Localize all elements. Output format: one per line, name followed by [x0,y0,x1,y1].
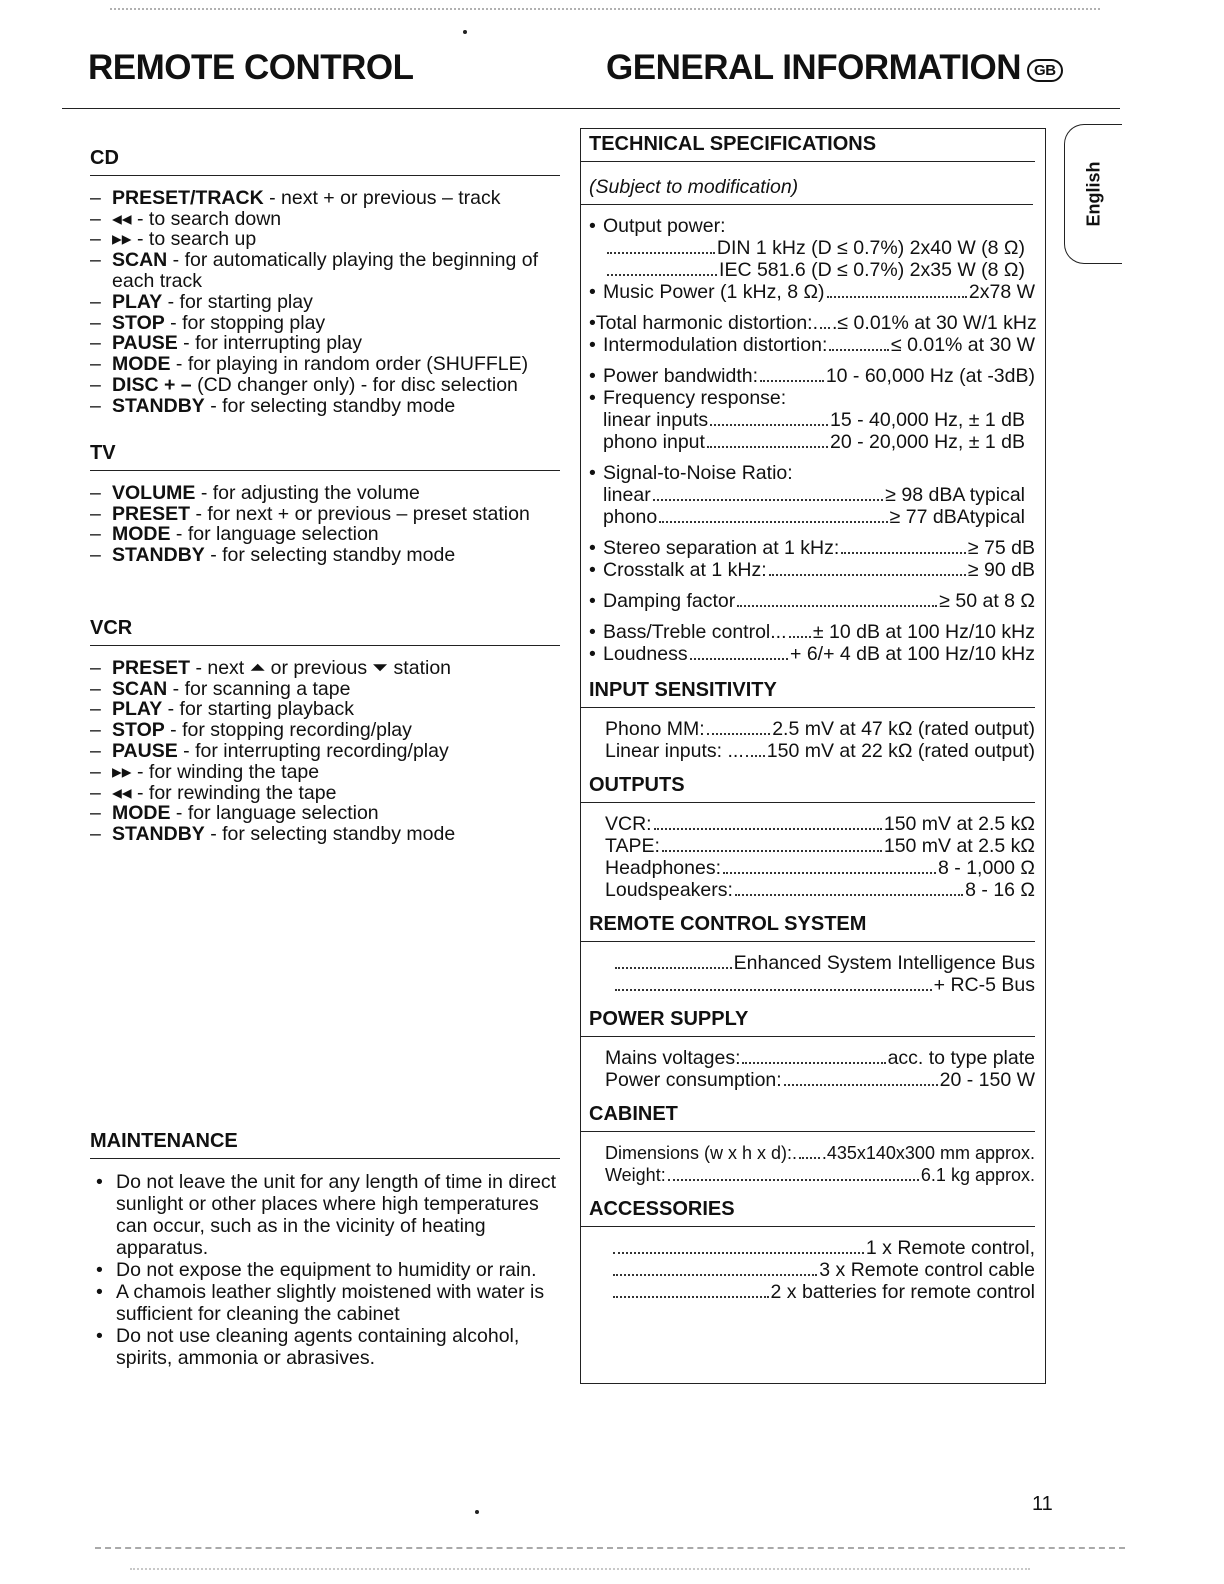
spec-item [581,312,1035,334]
spec-row [613,974,1035,996]
spec-item: • Frequency response: [589,387,787,409]
spec-row [605,259,1025,281]
spec-item [581,334,1035,356]
list-item [90,720,560,741]
spec-row [613,952,1035,974]
dot-leader [829,349,889,351]
control-key: DISC + – [112,373,192,396]
spec-value: .435x140x300 mm approx. [821,1143,1035,1163]
remote-system-rows [581,952,1045,996]
dash-marker: – [90,656,101,679]
dot-leader [659,521,887,523]
control-description: - next ⏶ or previous ⏷ station [190,656,452,679]
spec-row [603,431,1025,453]
spec-value: DIN 1 kHz (D ≤ 0.7%) 2x40 W (8 Ω) [716,237,1025,259]
dash-marker: – [90,760,101,783]
dash-marker: – [90,523,101,546]
control-key: PRESET [112,502,191,525]
maintenance-heading: MAINTENANCE [90,1130,560,1159]
vcr-heading: VCR [90,618,560,646]
spec-item [581,365,1035,387]
spec-label: Loudness [603,643,688,665]
vcr-section [90,618,560,845]
scan-speck [463,30,467,34]
list-item-text [112,396,560,417]
spec-value: 150 mV at 2.5 kΩ [883,813,1035,835]
spec-value: IEC 581.6 (D ≤ 0.7%) 2x35 W (8 Ω) [719,259,1025,281]
list-item-text [112,741,560,762]
control-description: - for language selection [170,802,379,825]
bottom-scan-artifacts [95,1547,1125,1557]
list-item [90,824,560,845]
list-item [90,188,560,209]
control-description: - for adjusting the volume [195,481,420,504]
spec-value: ± 10 dB at 100 Hz/10 kHz [812,621,1035,643]
dot-leader [615,989,932,991]
maintenance-text: A chamois leather slightly moistened with water is sufficient for cleaning the cabinet [116,1281,545,1325]
dash-marker: – [90,186,101,209]
spec-row [605,1069,1035,1091]
list-item [90,699,560,720]
maintenance-text: Do not leave the unit for any length of time in direct sunlight or other places where high temperatures can occur, such as in the vicinity of heating apparatus. [116,1171,557,1259]
accessories-rows [581,1237,1045,1303]
control-description: - for rewinding the tape [131,781,337,804]
spec-label: Headphones: [605,857,722,879]
spec-label: Crosstalk at 1 kHz: [603,559,767,581]
list-item [90,741,560,762]
specs-subtitle: (Subject to modification) [581,172,1033,205]
spec-item [581,621,1035,643]
dash-marker: – [90,228,101,251]
dot-leader [769,574,966,576]
list-item-text [112,333,560,354]
bullet-marker: • [589,537,596,559]
dash-marker: – [90,544,101,567]
list-item [90,292,560,313]
dot-leader [737,605,937,607]
spec-value: 6.1 kg approx. [920,1165,1035,1185]
dot-leader [707,446,828,448]
control-description: - for selecting standby mode [204,544,456,567]
list-item [90,679,560,700]
dot-leader [613,1274,817,1276]
bullet-marker: • [96,1281,103,1303]
spec-label: TAPE: [605,835,660,857]
dash-marker: – [90,373,101,396]
maintenance-item [90,1325,560,1369]
cabinet-rows [581,1142,1045,1186]
spec-value: 15 - 40,000 Hz, ± 1 dB [830,409,1025,431]
spec-item [581,281,1035,303]
power-supply-rows [581,1047,1045,1091]
spec-label: Linear inputs: ... [605,740,744,762]
spec-row [605,813,1035,835]
spec-value: + 6/+ 4 dB at 100 Hz/10 kHz [790,643,1035,665]
spec-row [603,484,1025,506]
control-description: - next + or previous – track [263,186,501,209]
dash-marker: – [90,739,101,762]
maintenance-item [90,1171,560,1259]
dot-leader [784,1084,938,1086]
power-supply-heading: POWER SUPPLY [581,1008,1035,1037]
remote-system-heading: REMOTE CONTROL SYSTEM [581,913,1035,942]
control-description: - for automatically playing the beginning of each track [112,249,538,292]
dot-leader [799,1157,820,1159]
spec-label: phono [603,506,658,528]
spec-label: Loudspeakers: [605,879,733,901]
list-item [90,483,560,504]
snr-rows [581,484,1035,528]
list-item [90,783,560,804]
spec-item [581,559,1035,581]
input-sensitivity-heading: INPUT SENSITIVITY [581,679,1035,708]
spec-label: linear inputs [603,409,709,431]
dot-leader [607,274,717,276]
bullet-marker: • [589,643,596,665]
list-item-text [112,313,560,334]
spec-value: 150 mV at 2.5 kΩ [883,835,1035,857]
spec-label: Phono MM: [605,718,705,740]
spec-label: Dimensions (w x h x d):. [605,1143,798,1163]
spec-row [611,1281,1035,1303]
frequency-rows [581,409,1035,453]
list-item-text [112,524,560,545]
list-item-text [112,658,560,679]
control-description: - for stopping play [164,311,326,334]
spec-row [605,740,1035,762]
spec-value: 2 x batteries for remote control [770,1281,1035,1303]
spec-label: Power consumption: [605,1069,782,1091]
control-description: - for winding the tape [131,760,320,783]
bullet-marker: • [96,1171,103,1193]
dash-marker: – [90,823,101,846]
spec-label: Weight: [605,1165,666,1185]
dot-leader [668,1179,919,1181]
control-description: - for scanning a tape [167,677,351,700]
control-description: - for starting play [162,290,313,313]
dot-leader [613,1296,769,1298]
list-item-text [112,504,560,525]
dash-marker: – [90,290,101,313]
spec-value: 150 mV at 22 kΩ (rated output) [766,740,1035,762]
spec-item [581,537,1035,559]
spec-value: 3 x Remote control cable [819,1259,1035,1281]
control-key: STANDBY [112,823,205,846]
control-key: ◂◂ [112,207,132,230]
control-key: MODE [112,802,171,825]
control-key: PLAY [112,290,163,313]
tv-section [90,443,560,566]
spec-value: 8 - 1,000 Ω [938,857,1035,879]
spec-value: .≤ 0.01% at 30 W/1 kHz [832,312,1037,334]
dot-leader [613,1252,864,1254]
dash-marker: – [90,802,101,825]
spec-row [605,857,1035,879]
control-key: STANDBY [112,394,205,417]
list-item-text [112,803,560,824]
specs-heading: TECHNICAL SPECIFICATIONS [581,129,1035,162]
dot-leader [789,636,811,638]
spec-row [605,879,1035,901]
list-item-text [112,699,560,720]
dot-leader [710,424,828,426]
list-item [90,229,560,250]
control-description: - for starting playback [162,698,355,721]
list-item [90,396,560,417]
spec-value: ≥ 75 dB [967,537,1035,559]
dash-marker: – [90,207,101,230]
page-title-remote-control: REMOTE CONTROL [88,48,414,87]
list-item-text [112,188,560,209]
bottom-scan-artifacts [130,1568,1030,1578]
control-key: VOLUME [112,481,196,504]
dash-marker: – [90,311,101,334]
control-description: - for stopping recording/play [164,719,412,742]
list-item [90,545,560,566]
control-key: PAUSE [112,332,178,355]
control-key: MODE [112,353,171,376]
spec-value: ≥ 50 at 8 Ω [939,590,1035,612]
top-scan-artifacts [110,8,1100,18]
list-item [90,658,560,679]
dot-leader [723,872,936,874]
spec-item: • Signal-to-Noise Ratio: [589,462,793,484]
list-item [90,762,560,783]
dash-marker: – [90,502,101,525]
dash-marker: – [90,677,101,700]
spec-label: Intermodulation distortion: [603,334,828,356]
spec-value: 20 - 150 W [939,1069,1035,1091]
control-key: PRESET [112,656,191,679]
spec-value: ≥ 90 dB [967,559,1035,581]
list-item-text [112,762,560,783]
spec-value: + RC-5 Bus [933,974,1035,996]
control-description: - to search up [131,228,257,251]
tv-heading: TV [90,443,560,471]
list-item-text [112,250,560,292]
input-sensitivity-rows [581,718,1045,762]
technical-specifications-box [580,128,1046,1384]
spec-label: VCR: [605,813,652,835]
maintenance-item [90,1259,560,1281]
language-tab: English [1064,124,1122,264]
list-item-text [112,783,560,804]
control-description: - for selecting standby mode [204,394,456,417]
dot-leader [746,755,765,757]
list-item-text [112,824,560,845]
dot-leader [735,894,963,896]
spec-row [611,1237,1035,1259]
control-key: PRESET/TRACK [112,186,264,209]
spec-row [605,1142,1035,1164]
bullet-marker: • [589,334,596,356]
dash-marker: – [90,332,101,355]
control-key: SCAN [112,249,168,272]
outputs-heading: OUTPUTS [581,774,1035,803]
dash-marker: – [90,719,101,742]
dash-marker: – [90,481,101,504]
list-item [90,333,560,354]
spec-label: Mains voltages: [605,1047,741,1069]
accessories-heading: ACCESSORIES [581,1198,1035,1227]
maintenance-text: Do not expose the equipment to humidity or rain. [116,1259,537,1281]
control-description: - for language selection [170,523,379,546]
control-key: STOP [112,311,165,334]
spec-row [605,1164,1035,1186]
control-description: - for interrupting recording/play [177,739,449,762]
dot-leader [742,1062,885,1064]
spec-item [581,643,1035,665]
page-title-general-information: GENERAL INFORMATION GB [606,48,1063,88]
list-item-text [112,229,560,250]
spec-value: 1 x Remote control, [865,1237,1035,1259]
dot-leader [607,252,715,254]
control-description: - for selecting standby mode [204,823,456,846]
gb-badge: GB [1027,59,1063,82]
list-item [90,250,560,292]
dash-marker: – [90,249,101,272]
control-key: ▸▸ [112,760,132,783]
dot-leader [615,967,732,969]
cd-heading: CD [90,148,560,176]
cabinet-heading: CABINET [581,1103,1035,1132]
spec-row [603,506,1025,528]
bullet-marker: • [589,559,596,581]
control-description: - for interrupting play [177,332,363,355]
bullet-marker: • [96,1325,103,1347]
cd-list [90,188,560,417]
tv-list [90,483,560,566]
header-rule [62,108,1120,109]
outputs-rows [581,813,1045,901]
spec-label: Total harmonic distortion:. [595,312,819,334]
spec-label: linear [603,484,651,506]
dot-leader [653,499,884,501]
list-item-text [112,209,560,230]
maintenance-list [90,1171,560,1369]
bullet-marker: • [589,312,596,334]
list-item [90,803,560,824]
spec-value: Enhanced System Intelligence Bus [733,952,1035,974]
spec-row [605,718,1035,740]
spec-label: Stereo separation at 1 kHz: [603,537,840,559]
spec-label: Damping factor [603,590,736,612]
dot-leader [841,552,966,554]
control-key: ◂◂ [112,781,132,804]
spec-row [605,835,1035,857]
dot-leader [690,658,788,660]
list-item-text [112,679,560,700]
list-item [90,313,560,334]
control-key: PAUSE [112,739,178,762]
list-item-text [112,720,560,741]
dash-marker: – [90,698,101,721]
dash-marker: – [90,394,101,417]
dash-marker: – [90,781,101,804]
control-key: STANDBY [112,544,205,567]
spec-value: 2.5 mV at 47 kΩ (rated output) [772,718,1035,740]
bullet-marker: • [589,621,596,643]
list-item-text [112,292,560,313]
control-description: - for playing in random order (SHUFFLE) [170,353,529,376]
control-key: STOP [112,719,165,742]
bullet-marker: • [589,281,596,303]
spec-label: Music Power (1 kHz, 8 Ω) [603,281,825,303]
spec-row [605,1047,1035,1069]
spec-row [611,1259,1035,1281]
control-description: (CD changer only) - for disc selection [191,373,518,396]
list-item [90,504,560,525]
dot-leader [662,850,882,852]
list-item [90,209,560,230]
dash-marker: – [90,353,101,376]
maintenance-item [90,1281,560,1325]
list-item-text [112,375,560,396]
spec-label: Bass/Treble control... [603,621,787,643]
dot-leader [707,733,770,735]
control-key: MODE [112,523,171,546]
spec-value: acc. to type plate [887,1047,1035,1069]
spec-value: 2x78 W [968,281,1035,303]
maintenance-section [90,1130,560,1369]
bullet-marker: • [96,1259,103,1281]
list-item [90,354,560,375]
maintenance-text: Do not use cleaning agents containing alcohol, spirits, ammonia or abrasives. [116,1325,520,1369]
spec-value: ≤ 0.01% at 30 W [890,334,1035,356]
spec-value: ≥ 77 dBAtypical [889,506,1025,528]
dot-leader [654,828,882,830]
cd-section [90,148,560,417]
control-description: - to search down [131,207,282,230]
output-power-rows [581,237,1035,281]
spec-row [603,409,1025,431]
spec-label: Power bandwidth: [603,365,759,387]
spec-value: ≥ 98 dBA typical [885,484,1025,506]
spec-item [581,590,1035,612]
spec-label: phono input [603,431,705,453]
vcr-list [90,658,560,845]
dot-leader [760,380,824,382]
control-key: PLAY [112,698,163,721]
scan-speck [475,1510,479,1514]
control-description: - for next + or previous – preset station [190,502,530,525]
spec-row [605,237,1025,259]
spec-item: • Output power: [589,215,726,237]
spec-value: 20 - 20,000 Hz, ± 1 dB [830,431,1025,453]
control-key: ▸▸ [112,228,132,251]
bullet-marker: • [589,365,596,387]
spec-value: 10 - 60,000 Hz (at -3dB) [825,365,1035,387]
list-item-text [112,545,560,566]
spec-value: 8 - 16 Ω [965,879,1035,901]
page-number: 11 [1032,1493,1053,1515]
dot-leader [820,327,830,329]
list-item-text [112,354,560,375]
control-key: SCAN [112,677,168,700]
bullet-marker: • [589,590,596,612]
list-item [90,524,560,545]
dot-leader [827,296,967,298]
list-item-text [112,483,560,504]
list-item [90,375,560,396]
